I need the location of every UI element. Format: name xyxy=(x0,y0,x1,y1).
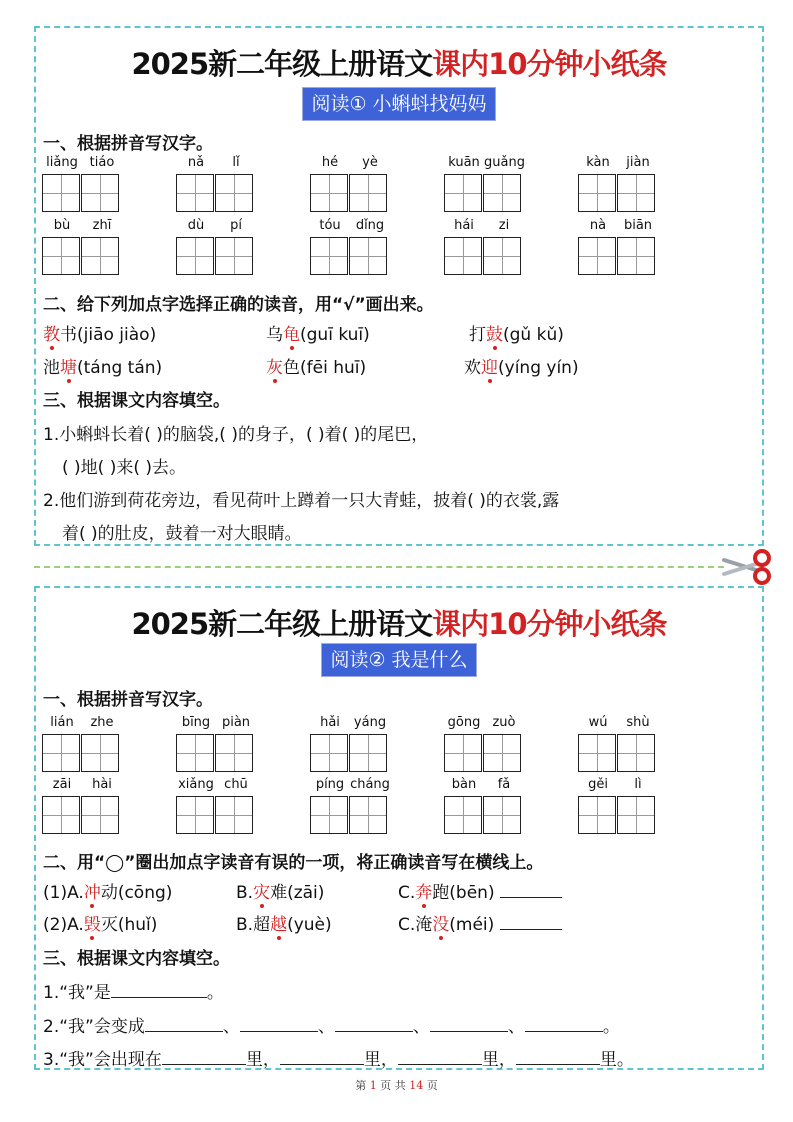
fill-blank-question-2-cont[interactable]: 着( )的肚皮，鼓着一对大眼睛。 xyxy=(62,524,302,544)
worksheet-slip-2 xyxy=(34,586,764,1070)
writing-box[interactable] xyxy=(578,734,616,772)
writing-box[interactable] xyxy=(42,734,80,772)
answer-line[interactable] xyxy=(525,1015,603,1032)
writing-box[interactable] xyxy=(310,734,348,772)
pinyin-word: hái zi xyxy=(444,217,524,279)
writing-box[interactable] xyxy=(310,237,348,275)
writing-box[interactable] xyxy=(215,237,253,275)
writing-box[interactable] xyxy=(444,796,482,834)
writing-box[interactable] xyxy=(444,237,482,275)
answer-line[interactable] xyxy=(240,1015,318,1032)
fill-blank-question-1-cont[interactable]: ( )地( )来( )去。 xyxy=(62,458,187,478)
pinyin-word: lián zhe xyxy=(42,714,122,776)
fill-blank-question-2[interactable]: 2.他们游到荷花旁边，看见荷叶上蹲着一只大青蛙，披着( )的衣裳,露 xyxy=(43,491,560,511)
answer-line[interactable] xyxy=(335,1015,413,1032)
writing-box[interactable] xyxy=(349,237,387,275)
answer-line[interactable] xyxy=(516,1048,600,1065)
writing-box[interactable] xyxy=(310,796,348,834)
pinyin-word: kuān guǎng xyxy=(444,154,524,216)
pinyin-word: hé yè xyxy=(310,154,390,216)
answer-line[interactable] xyxy=(145,1015,223,1032)
reading-option[interactable]: B.灾难(zāi) xyxy=(236,883,325,903)
reading-choice[interactable]: 欢迎(yíng yín) xyxy=(464,358,579,378)
writing-box[interactable] xyxy=(42,796,80,834)
slip-2-section-2-heading: 二、用“◯”圈出加点字读音有误的一项，将正确读音写在横线上。 xyxy=(43,853,544,873)
reading-option[interactable]: C.淹没(méi) xyxy=(398,910,562,935)
writing-box[interactable] xyxy=(42,237,80,275)
answer-line[interactable] xyxy=(111,981,207,998)
writing-box[interactable] xyxy=(483,174,521,212)
writing-box[interactable] xyxy=(483,734,521,772)
reading-choice[interactable]: 灰色(fēi huī) xyxy=(266,358,367,378)
pinyin-word: nà biān xyxy=(578,217,658,279)
fill-blank-1[interactable]: 1.“我”是 。 xyxy=(43,983,224,1003)
writing-box[interactable] xyxy=(310,174,348,212)
writing-box[interactable] xyxy=(81,174,119,212)
answer-line[interactable] xyxy=(398,1048,482,1065)
pinyin-word: bù zhī xyxy=(42,217,122,279)
answer-line[interactable] xyxy=(500,881,562,898)
writing-box[interactable] xyxy=(176,237,214,275)
answer-line[interactable] xyxy=(162,1048,246,1065)
pinyin-word: xiǎng chū xyxy=(176,776,256,838)
pinyin-word: bàn fǎ xyxy=(444,776,524,838)
slip-1-section-2-heading: 二、给下列加点字选择正确的读音，用“√”画出来。 xyxy=(43,295,434,315)
pinyin-word: liǎng tiáo xyxy=(42,154,122,216)
slip-2-grid-row-1 xyxy=(42,714,762,776)
writing-box[interactable] xyxy=(483,237,521,275)
answer-line[interactable] xyxy=(430,1015,508,1032)
pinyin-word: dù pí xyxy=(176,217,256,279)
writing-box[interactable] xyxy=(176,734,214,772)
reading-option[interactable]: (1)A.冲动(cōng) xyxy=(43,883,173,903)
writing-box[interactable] xyxy=(81,734,119,772)
writing-box[interactable] xyxy=(215,174,253,212)
reading-option[interactable]: B.超越(yuè) xyxy=(236,915,332,935)
fill-blank-question-1[interactable]: 1.小蝌蚪长着( )的脑袋,( )的身子，( )着( )的尾巴， xyxy=(43,425,429,445)
reading-choice[interactable]: 乌龟(guī kuī) xyxy=(266,325,370,345)
writing-box[interactable] xyxy=(617,734,655,772)
pinyin-word: hǎi yáng xyxy=(310,714,390,776)
pinyin-word: gōng zuò xyxy=(444,714,524,776)
reading-option[interactable]: C.奔跑(bēn) xyxy=(398,878,562,903)
slip-1-grid-row-1 xyxy=(42,154,762,216)
writing-box[interactable] xyxy=(617,237,655,275)
pinyin-word: zāi hài xyxy=(42,776,122,838)
slip-2-section-1-heading: 一、根据拼音写汉字。 xyxy=(43,690,213,710)
reading-choice[interactable]: 教书(jiāo jiào) xyxy=(43,325,157,345)
slip-1-section-1-heading: 一、根据拼音写汉字。 xyxy=(43,134,213,154)
writing-box[interactable] xyxy=(81,796,119,834)
pinyin-word: gěi lì xyxy=(578,776,658,838)
worksheet-slip-1 xyxy=(34,26,764,546)
answer-line[interactable] xyxy=(280,1048,364,1065)
fill-blank-3[interactable]: 3.“我”会出现在 里， 里， 里， 里。 xyxy=(43,1050,634,1070)
writing-box[interactable] xyxy=(215,734,253,772)
writing-box[interactable] xyxy=(176,796,214,834)
pinyin-word: píng cháng xyxy=(310,776,390,838)
answer-line[interactable] xyxy=(500,913,562,930)
fill-blank-2[interactable]: 2.“我”会变成 、 、 、 、 。 xyxy=(43,1017,620,1037)
reading-choice[interactable]: 打鼓(gǔ kǔ) xyxy=(469,325,564,345)
slip-1-title: 2025新二年级上册语文课内10分钟小纸条 xyxy=(131,47,667,81)
writing-box[interactable] xyxy=(617,174,655,212)
writing-box[interactable] xyxy=(578,174,616,212)
writing-box[interactable] xyxy=(578,796,616,834)
scissors-icon xyxy=(722,546,774,588)
slip-1-lesson-badge: 阅读① 小蝌蚪找妈妈 xyxy=(302,87,495,121)
slip-2-grid-row-2 xyxy=(42,776,762,838)
writing-box[interactable] xyxy=(42,174,80,212)
writing-box[interactable] xyxy=(483,796,521,834)
reading-option[interactable]: (2)A.毁灭(huǐ) xyxy=(43,915,158,935)
slip-2-section-3-heading: 三、根据课文内容填空。 xyxy=(43,949,230,969)
writing-box[interactable] xyxy=(81,237,119,275)
writing-box[interactable] xyxy=(444,174,482,212)
writing-box[interactable] xyxy=(349,796,387,834)
slip-2-title: 2025新二年级上册语文课内10分钟小纸条 xyxy=(131,607,667,641)
writing-box[interactable] xyxy=(617,796,655,834)
pinyin-word: wú shù xyxy=(578,714,658,776)
writing-box[interactable] xyxy=(444,734,482,772)
writing-box[interactable] xyxy=(349,734,387,772)
pinyin-word: bīng piàn xyxy=(176,714,256,776)
writing-box[interactable] xyxy=(215,796,253,834)
writing-box[interactable] xyxy=(578,237,616,275)
pinyin-word: nǎ lǐ xyxy=(176,154,256,216)
reading-choice[interactable]: 池塘(táng tán) xyxy=(43,358,163,378)
writing-box[interactable] xyxy=(176,174,214,212)
writing-box[interactable] xyxy=(349,174,387,212)
slip-1-section-3-heading: 三、根据课文内容填空。 xyxy=(43,391,230,411)
slip-2-lesson-badge: 阅读② 我是什么 xyxy=(321,643,476,677)
pinyin-word: tóu dǐng xyxy=(310,217,390,279)
cut-line xyxy=(34,566,724,568)
pinyin-word: kàn jiàn xyxy=(578,154,658,216)
page-footer: 第 1 页 共 14 页 xyxy=(355,1079,438,1092)
slip-1-grid-row-2 xyxy=(42,217,762,279)
